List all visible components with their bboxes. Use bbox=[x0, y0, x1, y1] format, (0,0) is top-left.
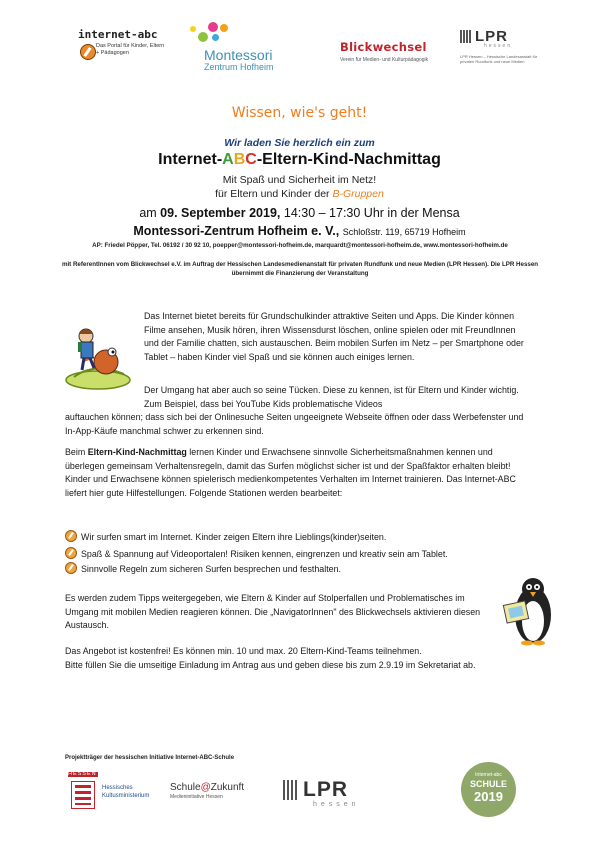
lpr-name: LPR bbox=[475, 28, 508, 45]
slogan: Wissen, wie's geht! bbox=[231, 105, 368, 121]
montessori-sub: Zentrum Hofheim bbox=[204, 62, 274, 72]
hessen-ministry-logo bbox=[68, 772, 163, 822]
lpr-footer-region: hessen bbox=[313, 801, 360, 808]
station-item: Sinnvolle Regeln zum sicheren Surfen besprechen und festhalten. bbox=[65, 562, 525, 574]
lpr-footer-name: LPR bbox=[303, 778, 348, 801]
schule-zukunft-logo: Schule@Zukunft Medieninitiative Hessen bbox=[170, 782, 270, 812]
children-on-dragon-illustration bbox=[64, 322, 136, 394]
montessori-name: Montessori bbox=[204, 47, 273, 63]
group-name: B-Gruppen bbox=[332, 188, 384, 200]
paragraph-program: Beim Eltern-Kind-Nachmittag lernen Kinder und Erwachsene sinnvolle Sicherheitsmaßnahmen kennen und überlegen gemeinsam Verhaltensregeln, damit das Surfen möglichst sicher ist und der Spaßfaktor erhalten bleibt! Kinder und Erwachsene können spielerisch medienkompetentes Verhalten im Internet trainieren. Das Internet-ABC liefert hier gute Hilfestellungen. Folgende Stationen werden bearbeitet: bbox=[65, 447, 516, 498]
paragraph-risks-a: Der Umgang hat aber auch so seine Tücken. Diese zu kennen, ist für Eltern und Kinder wichtig. Zum Beispiel, dass bei YouTube Kids problematische Videos bbox=[144, 385, 519, 409]
paragraph-risks-b: auftauchen können; dass sich bei der Onlinesuche Seiten ungeeignete Webseite öffnen oder dass Werbefenster und In-App-Käufe manchmal schwer zu erkennen sind. bbox=[65, 412, 524, 436]
internet-abc-schule-badge: Internet-abc SCHULE 2019 bbox=[461, 762, 516, 817]
compass-bullet-icon bbox=[65, 530, 77, 542]
event-place: Montessori-Zentrum Hofheim e. V., Schloßstr. 119, 65719 Hofheim bbox=[133, 224, 466, 238]
lpr-logo bbox=[460, 28, 540, 68]
subtitle-line-2: für Eltern und Kinder der B-Gruppen bbox=[215, 188, 384, 200]
paragraph-registration: Das Angebot ist kostenfrei! Es können min. 10 und max. 20 Eltern-Kind-Teams teilnehmen. Bitte füllen Sie die umseitige Einladung im Antrag aus und geben diese bis zum 2.9.19 im Sekretariat ab. bbox=[65, 646, 476, 670]
internet-abc-logo bbox=[78, 28, 173, 70]
station-item: Wir surfen smart im Internet. Kinder zeigen Eltern ihre Lieblings(kinder)seiten. bbox=[65, 530, 525, 542]
sponsor-label: Projektträger der hessischen Initiative Internet-ABC-Schule bbox=[65, 755, 235, 761]
ministry-name: Hessisches Kultusministerium bbox=[102, 785, 150, 799]
compass-bullet-icon bbox=[65, 562, 77, 574]
subtitle-line-1: Mit Spaß und Sicherheit im Netz! bbox=[222, 174, 377, 186]
compass-icon bbox=[80, 44, 96, 60]
event-title: Internet-ABC-Eltern-Kind-Nachmittag bbox=[158, 151, 441, 168]
logo-word-internet: internet bbox=[78, 28, 131, 41]
logo-dash: - bbox=[130, 28, 138, 41]
paragraph-intro: Das Internet bietet bereits für Grundschulkinder attraktive Seiten und Apps. Die Kinder können Filme ansehen, Musik hören, ihren Wissensdurst löschen, online spielen oder mit FreundInnen und der Familie chatten, sich austauschen. Beim mobilen Surfen im Netz – per Smartphone oder Tablet – haben Kinder viel Spaß und sie können auch einiges lernen. bbox=[144, 311, 524, 362]
blickwechsel-sub: Verein für Medien- und Kulturpädagogik bbox=[340, 57, 429, 63]
lpr-region: hessen bbox=[484, 43, 513, 49]
penguin-with-tablet-illustration bbox=[497, 575, 562, 647]
program-name: Eltern-Kind-Nachmittag bbox=[87, 447, 187, 457]
station-item: Spaß & Spannung auf Videoportalen! Risiken kennen, eingrenzen und kreativ sein am Tablet. bbox=[65, 547, 525, 559]
compass-bullet-icon bbox=[65, 547, 77, 559]
blickwechsel-name: Blickwechsel bbox=[340, 40, 427, 54]
schule-zukunft-sub: Medieninitiative Hessen bbox=[170, 794, 223, 800]
hessen-lion-shield-icon bbox=[71, 781, 95, 809]
lpr-small-text: LPR Hessen – Hessische Landesanstalt für privaten Rundfunk und neue Medien bbox=[460, 54, 538, 64]
lpr-footer-logo bbox=[283, 778, 368, 818]
paragraph-tips: Es werden zudem Tipps weitergegeben, wie Eltern & Kinder auf Stolperfallen und Problematisches im Umgang mit mobilen Medien reagieren können. Die „NavigatorInnen" des Blickwechsels aktivieren diesen Austausch. bbox=[65, 593, 481, 631]
blickwechsel-logo bbox=[340, 40, 445, 70]
contact-info: AP: Friedel Pöpper, Tel. 06192 / 30 92 10, poepper@montessori-hofheim.de, marquardt@montessori-hofheim.de, www.montessori-hofheim.de bbox=[92, 242, 508, 249]
event-date: am 09. September 2019, 14:30 – 17:30 Uhr in der Mensa bbox=[139, 206, 460, 220]
invite-line: Wir laden Sie herzlich ein zum bbox=[224, 137, 375, 149]
internet-abc-tagline: Das Portal für Kinder, Eltern + Pädagogen bbox=[96, 43, 165, 56]
hessen-word: HESSEN bbox=[68, 771, 97, 777]
referents-info: mit ReferentInnen vom Blickwechsel e.V. im Auftrag der Hessischen Landesmedienanstalt für privaten Rundfunk und neue Medien (LPR Hessen). Die LPR Hessen übernimmt die Finanzierung der Veranstaltung bbox=[61, 261, 539, 277]
montessori-logo bbox=[190, 22, 305, 72]
logo-word-abc: abc bbox=[137, 28, 158, 41]
